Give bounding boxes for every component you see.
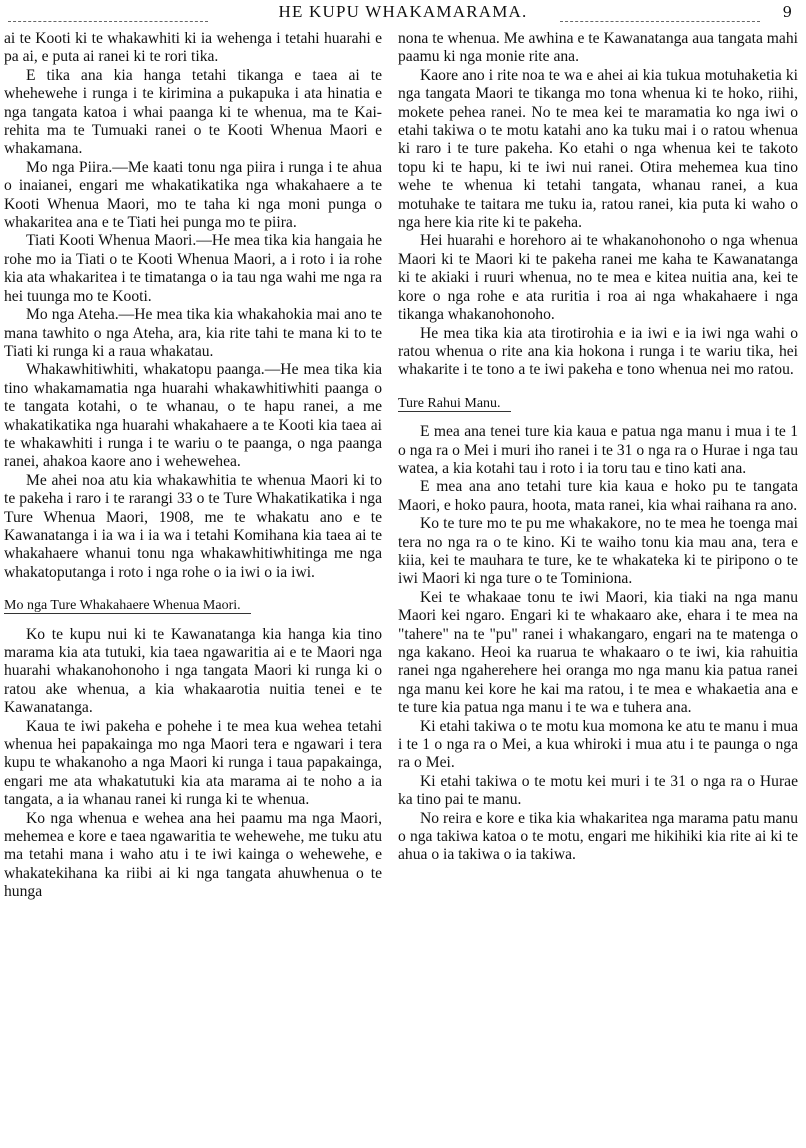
paragraph: Kaore ano i rite noa te wa e ahei ai kia tukua motuhaketia ki nga tangata Maori te tikanga mo tona whenua ki te hoko, riihi, mokete pehea ranei. No te mea kei te maramatia ko nga iwi o etahi takiwa o te motu katahi ano ka tuku mai i o ratou whenua ki raro i te ture pakeha. Ko etahi o nga whenua kei te takoto topu ki te hapu, ki te iwi nui ranei. Otira mehemea kua tino wehe te whenua ki tetahi tangata, whanau ranei, a kua motuhake te taitara me tuku ia, ratou ranei, kia puta ki waho o nga here kia rite ki te pakeha.	[398, 66, 798, 232]
paragraph: Ko te ture mo te pu me whakakore, no te mea he toenga mai tera no nga ra o te kino. Ki te waiho tonu kia mau ana, tera e kiia, kei te mauhara te ture, ke te whakateka ki te piripono o te iwi Maori ki nga ture o te Tominiona.	[398, 515, 798, 588]
section-heading	[398, 395, 798, 413]
section-heading-text: Mo nga Ture Whakahaere Whenua Maori.	[4, 598, 251, 614]
page-header	[0, 0, 806, 24]
right-column	[398, 30, 798, 1144]
paragraph: Ko nga whenua e wehea ana hei paamu ma nga Maori, mehemea e kore e taea ngawaritia te wehewehe, me tuku atu ma tetahi mana i waho atu i te iwi kainga o wehewehe, e whakatekihana ka riibi ai ki nga tangata ahuwhenua o te hunga	[4, 809, 382, 901]
paragraph: Ko te kupu nui ki te Kawanatanga kia hanga kia tino marama kia ata tutuki, kia taea ngawaritia ai e te Maori nga huarahi whakanohonoho i nga tangata Maori ki runga ki o ratou ake whenua, a kia whakaarotia nuitia tenei e te Kawanatanga.	[4, 625, 382, 717]
paragraph: E tika ana kia hanga tetahi tikanga e taea ai te whehewehe i runga i te kirimina a pukapuka i ata hinatia e nga tangata katoa i whai paanga ki te whenua, ma te Kai-rehita ma te Tumuaki ranei o te Kooti Whenua Maori e whakamana.	[4, 66, 382, 158]
section-heading	[4, 597, 382, 615]
paragraph: No reira e kore e tika kia whakaritea nga marama patu manu o nga takiwa katoa o te motu, engari me hikihiki kia rite ai ki te ahua o ia takiwa o ia takiwa.	[398, 809, 798, 864]
paragraph: E mea ana ano tetahi ture kia kaua e hoko pu te tangata Maori, e hoko paura, hoota, mata ranei, kia whai raihana ra ano.	[398, 478, 798, 514]
running-title: HE KUPU WHAKAMARAMA.	[278, 2, 528, 21]
paragraph: nona te whenua. Me awhina e te Kawanatanga aua tangata mahi paamu ki nga monie rite ana.	[398, 30, 798, 66]
paragraph: Tiati Kooti Whenua Maori.—He mea tika kia hangaia he rohe mo ia Tiati o te Kooti Whenua Maori, a i roto i ia rohe kia ata whakaritea i te timatanga o ia tau nga wahi me nga ra hei tuunga mo te Kooti.	[4, 232, 382, 305]
header-rule-right	[560, 21, 760, 22]
page-number: 9	[782, 3, 792, 21]
paragraph: He mea tika kia ata tirotirohia e ia iwi e ia iwi nga wahi o ratou whenua o rite ana kia hokona i runga i te wariu tika, hei whakarite i te tono a te iwi pakeha e tono whenua nei mo ratou.	[398, 324, 798, 379]
paragraph: Ki etahi takiwa o te motu kua momona ke atu te manu i mua i te 1 o nga ra o Mei, a kua whiroki i mua atu i te paunga o nga ra o Mei.	[398, 717, 798, 772]
left-column	[4, 30, 382, 1144]
paragraph: Kaua te iwi pakeha e pohehe i te mea kua wehea tetahi whenua hei papakainga mo nga Maori tera e ngawari i tera kupu te whakanoho a nga Maori ki runga i taua papakainga, engari me ata whakatutuki kia ata marama ai te noho a ia tangata, a ia whanau ranei ki runga ki te whenua.	[4, 717, 382, 809]
paragraph: E mea ana tenei ture kia kaua e patua nga manu i mua i te 1 o nga ra o Mei i muri iho ranei i te 31 o nga ra o Hurae i nga tau watea, a kia kotahi tau i roto i ia toru tau e tino kati ana.	[398, 423, 798, 477]
paragraph: Me ahei noa atu kia whakawhitia te whenua Maori ki to te pakeha i raro i te rarangi 33 o te Ture Whakatikatika i nga Ture Whenua Maori, 1908, me te whakatu ano e te Kawanatanga i ia wa i ia wa i tetahi Komihana kia taea ai te whakahaere whanui tonu nga whakawhitiwhitinga me nga whakatoputanga i roto i nga rohe o ia iwi o ia iwi.	[4, 471, 382, 581]
paragraph: Mo nga Piira.—Me kaati tonu nga piira i runga i te ahua o inaianei, engari me whakatikatika nga whakahaere a te Kooti Whenua Maori, mo te taha ki nga moni punga o whakaritea ana e te Tiati hei punga mo te piira.	[4, 158, 382, 232]
paragraph: Kei te whakaae tonu te iwi Maori, kia tiaki na nga manu Maori kei ngaro. Engari ki te whakaaro ake, ehara i te mea na "tahere" na te "pu" ranei i whakangaro, engari na te matenga o nga kakano. Heoi ka ruarua te whakaaro o te iwi, kia rahuitia ranei nga ngaherehere hei oranga mo nga manu kia patua ranei nga manu kei kore he kai ma ratou, i te mea e whakaetia ana e te ture kia patua nga manu i te wa e tuhera ana.	[398, 588, 798, 717]
paragraph: Hei huarahi e horehoro ai te whakanohonoho o nga whenua Maori ki te Maori ki te pakeha ranei me kaha te Kawanatanga ki te akiaki i ruuri whenua, no te mea e kitea nuitia ana, kei te kore o nga rohe e ata ruritia i roa ai nga whakahaere i nga tikanga whakanohonoho.	[398, 232, 798, 324]
section-heading-text: Ture Rahui Manu.	[398, 396, 511, 412]
paragraph: ai te Kooti ki te whakawhiti ki ia wehenga i tetahi huarahi e pa ai, e puta ai ranei ki te rori tika.	[4, 30, 382, 66]
paragraph: Whakawhitiwhiti, whakatopu paanga.—He mea tika kia tino whakamamatia nga huarahi whakawhitiwhiti paanga o te tangata kotahi, o te whanau, o te hapu ranei, a me whakatikatika nga huarahi whakahaere a te Kooti kia taea ai te whakawhiti i runga i te wariu o te paanga, o nga paanga ranei, ahakoa kaore ano i wehewehea.	[4, 361, 382, 471]
paragraph: Ki etahi takiwa o te motu kei muri i te 31 o nga ra o Hurae ka tino pai te manu.	[398, 772, 798, 809]
paragraph: Mo nga Ateha.—He mea tika kia whakahokia mai ano te mana tawhito o nga Ateha, ara, kia rite tahi te mana ki to te Tiati ki runga ki a raua whakatau.	[4, 306, 382, 360]
